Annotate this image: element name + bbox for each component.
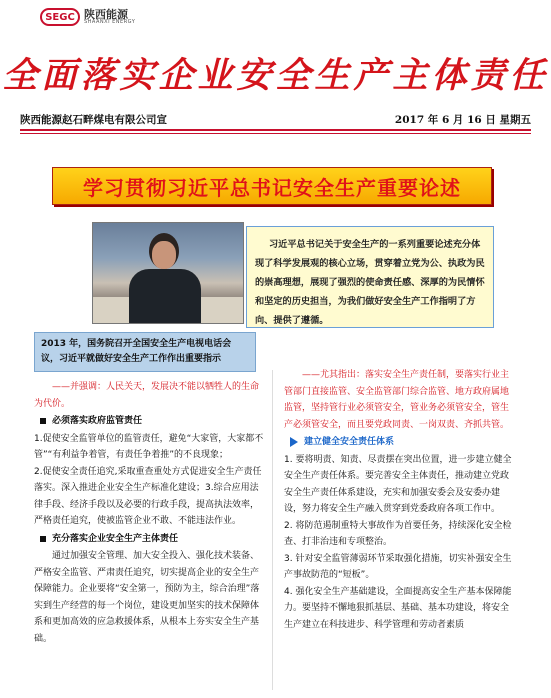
list-item: 4. 强化安全生产基础建设，全面提高安全生产基本保障能力。要坚持不懈地狠抓基层、基础、基本功建设，将安全生产建立在科技进步、科学管理和劳动者素质 <box>284 586 512 630</box>
headline-banner <box>52 167 492 205</box>
left-column <box>34 379 266 647</box>
logo-mark: SEGC <box>40 8 80 26</box>
paragraph: 1.促使安全监管单位的监管责任，避免“大家管，大家都不管”“有利益争着管，有责任争着推”的不良现象； <box>34 433 264 460</box>
section-heading: 建立健全安全责任体系 <box>290 434 516 451</box>
square-bullet-icon <box>40 536 46 542</box>
speaker-photo <box>92 222 244 324</box>
issue-date: 2017 年 6 月 16 日 星期五 <box>394 114 531 126</box>
right-intro: ——尤其指出：落实安全生产责任制，要落实行业主管部门直接监管、安全监管部门综合监管、地方政府属地监管，坚持管行业必须管安全，管业务必须管安全，管生产必须管安全，而且要党政同责、一岗双责、齐抓共管。 <box>284 370 510 430</box>
publisher: 陕西能源赵石畔煤电有限公司宣 <box>20 114 167 126</box>
left-intro: ——并强调：人民关天，发展决不能以牺牲人的生命为代价。 <box>34 382 260 409</box>
list-item: 3. 针对安全监管薄弱环节采取强化措施，切实补强安全生产事故防范的“短板”。 <box>284 553 512 580</box>
masthead-title: 全面落实企业安全生产主体责任 <box>2 55 549 96</box>
list-item: 1. 要将明责、知责、尽责摆在突出位置，进一步建立健全安全生产责任体系。要完善安全主体责任，推动建立党政安全生产责任体系建设，充实和加强安委会及安委办建设，努力将安全生产融入贯穿到党委政府各项工作中。 <box>284 454 512 514</box>
header-rule <box>20 129 531 131</box>
quote-box: 习近平总书记关于安全生产的一系列重要论述充分体现了科学发展观的核心立场，贯穿着立党为公、执政为民的崇高理想，展现了强烈的使命责任感、深厚的为民情怀和坚定的历史担当，为我们做好安全生产工作指明了方向、提供了遵循。 <box>246 226 494 328</box>
column-divider <box>272 370 273 690</box>
callout-box: 2013 年，国务院召开全国安全生产电视电话会议，习近平就做好安全生产工作作出重要指示 <box>34 332 256 372</box>
list-item: 2. 将防范遏制重特大事故作为首要任务，持续深化安全检查、打非治违和专项整治。 <box>284 520 512 547</box>
paragraph: 通过加强安全管理、加大安全投入、强化技术装备、严格安全监管、严肃责任追究，切实提高企业的安全生产保障能力。企业要将“安全第一，预防为主，综合治理”落实到生产经营的每一个岗位，建设更加坚实的技术保障体系和更加高效的应急救援体系，从根本上夯实安全生产基础。 <box>34 551 260 644</box>
square-bullet-icon <box>40 418 46 424</box>
headline: 学习贯彻习近平总书记安全生产重要论述 <box>83 175 461 200</box>
header-rule-thin <box>20 133 531 134</box>
section-heading: 充分落实企业安全生产主体责任 <box>40 531 266 548</box>
logo-cn-text: 陕西能源 <box>84 8 128 21</box>
right-column <box>284 367 516 633</box>
triangle-bullet-icon <box>290 437 298 447</box>
section-heading: 必须落实政府监管责任 <box>40 413 266 430</box>
publication-info <box>20 112 531 127</box>
company-logo <box>40 6 135 28</box>
paragraph: 2.促使安全责任追究,采取重查重处方式促进安全生产责任落实。深入推进企业安全生产标准化建设；3.综合应用法律手段、经济手段以及必要的行政手段，提高执法效率，严格责任追究，使被监管企业不敢、不能违法作业。 <box>34 466 262 526</box>
logo-en-text: SHAANXI ENERGY <box>84 19 136 25</box>
